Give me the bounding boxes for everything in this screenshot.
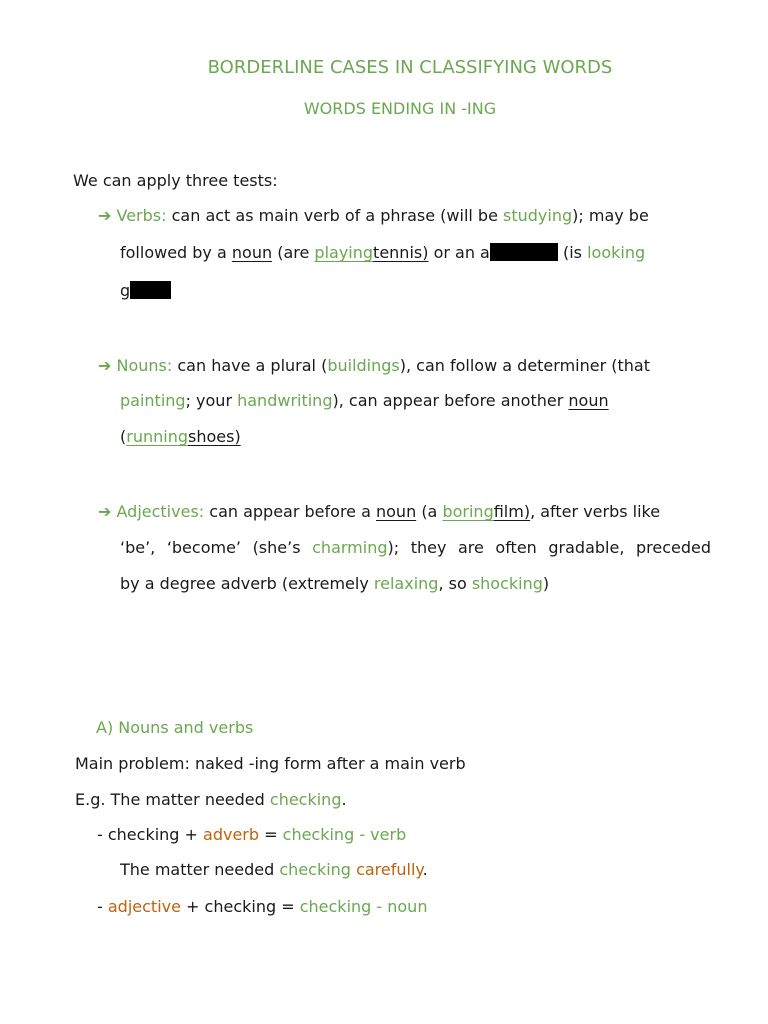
verbs-tennis: tennis) [373, 243, 429, 262]
example-word: checking [269, 790, 342, 809]
nouns-shoes: shoes) [188, 427, 241, 446]
rule-text: - [97, 897, 103, 916]
verbs-example: looking [587, 243, 646, 262]
nouns-line-2 [120, 391, 609, 410]
rule-result: checking - noun [299, 897, 428, 916]
rule-example-text: . [422, 860, 428, 879]
redaction-block [490, 243, 558, 261]
adjectives-text: (a [421, 502, 438, 521]
example-text: E.g. The matter needed [75, 790, 265, 809]
adjectives-film: film) [493, 502, 531, 521]
verbs-text: can act as main verb of a phrase (will be [171, 206, 498, 225]
verbs-line-1 [98, 206, 649, 225]
verbs-text: (is [562, 243, 582, 262]
nouns-label: Nouns: [116, 356, 173, 375]
nouns-noun: noun [568, 391, 609, 410]
nouns-text: can have a plural ( [177, 356, 328, 375]
example-text: . [341, 790, 347, 809]
adjectives-line-1 [98, 502, 660, 521]
adjectives-noun: noun [376, 502, 417, 521]
adjectives-example: relaxing [373, 574, 439, 593]
nouns-line-3 [120, 427, 241, 446]
adjectives-line-2 [120, 538, 711, 557]
adjectives-example: charming [312, 538, 388, 557]
rule-text: - checking + [97, 825, 198, 844]
adjectives-label: Adjectives: [116, 502, 205, 521]
rule-adverb-word: adverb [203, 825, 260, 844]
verbs-line-2 [120, 243, 645, 262]
adjectives-text: ) [542, 574, 550, 593]
main-problem: Main problem: naked -ing form after a main verb [75, 754, 466, 773]
verbs-text: (are [277, 243, 310, 262]
rule-adverb [97, 825, 406, 844]
verbs-text: ); may be [572, 206, 649, 225]
arrow-icon: ➔ [98, 206, 112, 225]
verbs-line-3 [120, 281, 171, 300]
arrow-icon: ➔ [98, 356, 112, 375]
rule-result: checking - verb [282, 825, 407, 844]
verbs-text: g [120, 281, 131, 300]
adjectives-text: can appear before a [209, 502, 371, 521]
verbs-label: Verbs: [116, 206, 167, 225]
adjectives-text: , after verbs like [530, 502, 661, 521]
nouns-line-1 [98, 356, 650, 375]
section-a-heading: A) Nouns and verbs [96, 718, 254, 737]
nouns-example: painting [120, 391, 186, 410]
adjectives-text: ); they are often gradable, preceded [387, 538, 711, 557]
rule-adjective-word: adjective [107, 897, 181, 916]
verbs-example: playing [314, 243, 374, 262]
adjectives-example: shocking [471, 574, 543, 593]
adjectives-line-3 [120, 574, 549, 593]
verbs-noun: noun [231, 243, 273, 262]
rule-example-adverb: carefully [356, 860, 423, 879]
page-subtitle: WORDS ENDING IN -ING [303, 99, 497, 118]
arrow-icon: ➔ [98, 502, 112, 521]
nouns-example: running [126, 427, 188, 446]
nouns-example: handwriting [237, 391, 333, 410]
redaction-block [130, 281, 171, 299]
adjectives-text: by a degree adverb (extremely [120, 574, 369, 593]
nouns-text: ), can follow a determiner (that [399, 356, 650, 375]
adjectives-example: boring [442, 502, 494, 521]
nouns-text: ( [120, 427, 127, 446]
example-sentence [75, 790, 347, 809]
rule-example-text: The matter needed [120, 860, 275, 879]
verbs-text: followed by a [120, 243, 227, 262]
rule-text: = [264, 825, 278, 844]
verbs-example: studying [503, 206, 573, 225]
intro-text: We can apply three tests: [73, 171, 278, 190]
adjectives-text: , so [438, 574, 467, 593]
adjectives-text: ‘be’, ‘become’ (she’s [120, 538, 301, 557]
rule-text: + checking = [186, 897, 295, 916]
verbs-text: or an a [433, 243, 490, 262]
rule-example-verb: checking [279, 860, 351, 879]
rule-adjective [97, 897, 427, 916]
nouns-text: ), can appear before another [332, 391, 564, 410]
page-title: BORDERLINE CASES IN CLASSIFYING WORDS [207, 57, 613, 78]
nouns-example: buildings [327, 356, 400, 375]
rule-example [120, 860, 428, 879]
nouns-text: ; your [185, 391, 233, 410]
